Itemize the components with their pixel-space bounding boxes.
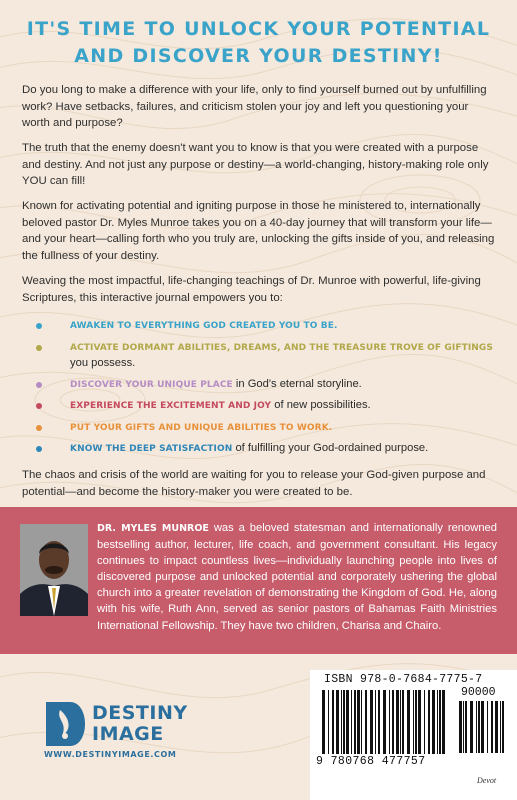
publisher-line1: DESTINY bbox=[92, 702, 188, 724]
bullet-text: of fulfilling your God-ordained purpose. bbox=[232, 442, 429, 454]
barcode-icon bbox=[320, 690, 450, 754]
bullet-emphasis: ACTIVATE DORMANT ABILITIES, DREAMS, AND THE TREASURE TROVE OF GIFTINGS bbox=[70, 342, 493, 353]
author-name: DR. MYLES MUNROE bbox=[97, 523, 209, 534]
headline: IT'S TIME TO UNLOCK YOUR POTENTIAL AND DISCOVER YOUR DESTINY! bbox=[26, 18, 491, 67]
bullet-emphasis: PUT YOUR GIFTS AND UNIQUE ABILITIES TO WORK. bbox=[70, 422, 333, 433]
publisher-url: WWW.DESTINYIMAGE.COM bbox=[44, 750, 177, 759]
bullet-emphasis: KNOW THE DEEP SATISFACTION bbox=[70, 444, 233, 454]
list-item bbox=[36, 318, 496, 335]
bullet-text: in God's eternal storyline. bbox=[232, 377, 362, 390]
imprint-text: Devot bbox=[477, 776, 497, 785]
bullet-dot-icon bbox=[36, 403, 42, 409]
truth-paragraph: The truth that the enemy doesn't want you to know is that you were created with a purpose and destiny. And not just any purpose or destiny—a world-changing, history-making role only YOU can fill! bbox=[22, 142, 489, 187]
bullet-text: you possess. bbox=[70, 357, 136, 369]
barcode-digits: 9 780768 477757 bbox=[316, 755, 426, 768]
closing-paragraph: The chaos and crisis of the world are waiting for you to release your God-given purpose and potential—and become the history-maker you were created to be. bbox=[22, 469, 486, 498]
bullet-emphasis: AWAKEN TO EVERYTHING GOD CREATED YOU TO BE. bbox=[70, 321, 338, 331]
list-item bbox=[36, 398, 496, 415]
intro-paragraph: Do you long to make a difference with your life, only to find yourself burned out by unfulfilling work? Have setbacks, failures, and criticism stolen your joy and left you questioning your worth and purpose? bbox=[22, 84, 487, 129]
list-item bbox=[36, 377, 496, 394]
list-item bbox=[36, 441, 496, 458]
author-bio-text: was a beloved statesman and internationally renowned bestselling author, lecturer, life coach, and government consultant. His legacy continues to impact countless lives—individually launching people into lives of discovered purpose and unlocked potential and corporately ushering the global church into a greater revelation of demonstrating the Kingdom of God. He, along with his wife, Ruth Ann, served as senior pastors of Bahamas Faith Ministries International Fellowship. They have two children, Charisa and Chairo. bbox=[97, 522, 497, 632]
bullet-emphasis: DISCOVER YOUR UNIQUE PLACE bbox=[70, 379, 233, 390]
bullet-emphasis: EXPERIENCE THE EXCITEMENT AND JOY bbox=[70, 401, 272, 411]
publisher-name bbox=[92, 703, 188, 745]
bullet-dot-icon bbox=[36, 446, 42, 452]
bullet-dot-icon bbox=[36, 425, 42, 431]
publisher-line2: IMAGE bbox=[92, 723, 164, 745]
benefit-list bbox=[36, 318, 496, 463]
list-item bbox=[36, 420, 496, 437]
bullet-dot-icon bbox=[36, 323, 42, 329]
price-code: 90000 bbox=[461, 686, 496, 699]
author-photo bbox=[20, 524, 88, 616]
journal-paragraph: Weaving the most impactful, life-changing teachings of Dr. Munroe with powerful, life-giving Scriptures, this interactive journal empowers you to: bbox=[22, 275, 481, 304]
isbn-text: ISBN 978-0-7684-7775-7 bbox=[324, 673, 483, 686]
bullet-dot-icon bbox=[36, 382, 42, 388]
bullet-text: of new possibilities. bbox=[271, 399, 371, 411]
author-bio bbox=[97, 520, 497, 634]
list-item bbox=[36, 340, 496, 372]
journey-paragraph: Known for activating potential and igniting purpose in those he ministered to, internationally beloved pastor Dr. Myles Munroe takes you on a 40-day journey that will transform your life—and your heart—calling forth who you truly are, unlocking the gifts inside of you, and releasing the fullness of your destiny. bbox=[22, 200, 495, 262]
price-barcode-icon bbox=[457, 701, 507, 753]
bullet-dot-icon bbox=[36, 345, 42, 351]
